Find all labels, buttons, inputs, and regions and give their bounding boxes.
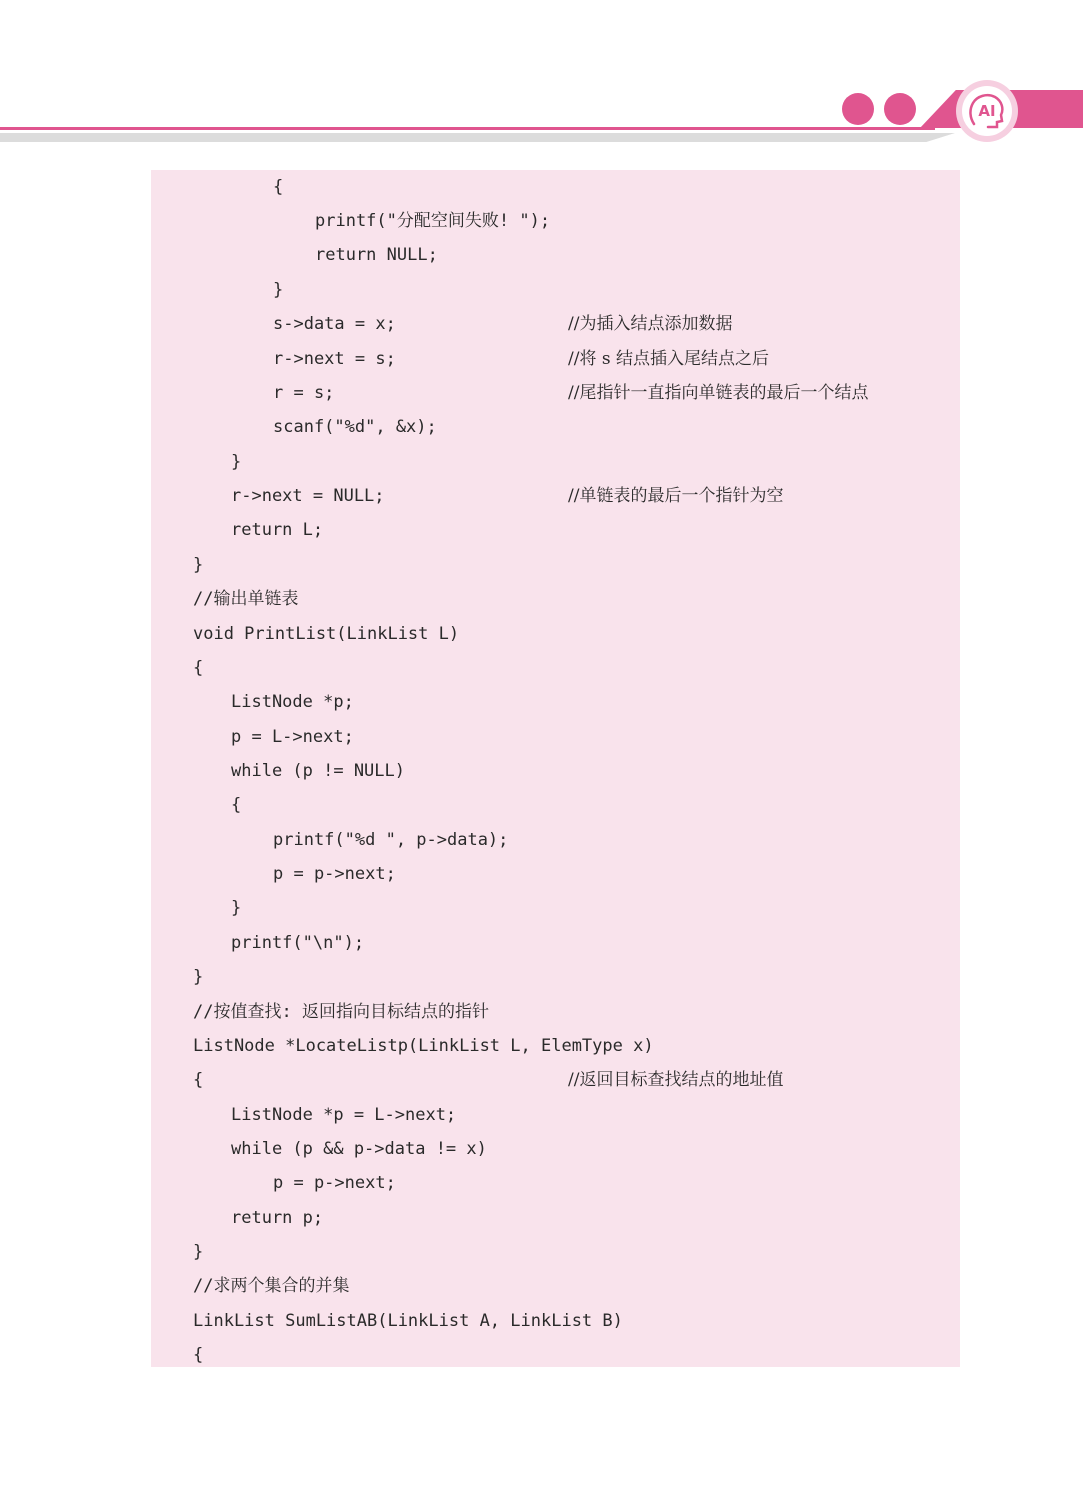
code-line: while (p != NULL) [231, 761, 405, 781]
code-line: printf("%d ", p->data); [273, 830, 509, 850]
code-line: void PrintList(LinkList L) [193, 624, 460, 644]
code-block [151, 170, 960, 1367]
code-line: printf("分配空间失败! "); [315, 211, 551, 231]
code-line: { [273, 177, 284, 197]
ai-badge-label: AI [978, 102, 996, 120]
code-line: { [193, 1070, 204, 1090]
code-line: ListNode *p; [231, 692, 354, 712]
code-line: } [193, 555, 204, 575]
code-line: } [231, 452, 242, 472]
code-line: s->data = x; [273, 314, 396, 334]
code-line: { [231, 795, 242, 815]
code-line: return NULL; [315, 245, 438, 265]
ai-head-icon [956, 80, 1018, 142]
code-comment: //为插入结点添加数据 [568, 314, 733, 334]
code-line: LinkList SumListAB(LinkList A, LinkList B) [193, 1311, 623, 1331]
code-line: printf("\n"); [231, 933, 365, 953]
code-comment: //单链表的最后一个指针为空 [568, 486, 784, 506]
decor-dot [842, 93, 874, 125]
code-comment: //将 s 结点插入尾结点之后 [568, 349, 769, 369]
code-line: } [193, 1242, 204, 1262]
decor-dot [884, 93, 916, 125]
code-line: p = L->next; [231, 727, 354, 747]
code-line: ListNode *p = L->next; [231, 1105, 457, 1125]
code-line: return p; [231, 1208, 324, 1228]
code-line: r->next = NULL; [231, 486, 385, 506]
code-line: while (p && p->data != x) [231, 1139, 487, 1159]
code-line: { [193, 1345, 204, 1365]
code-line: p = p->next; [273, 864, 396, 884]
code-comment: //尾指针一直指向单链表的最后一个结点 [568, 383, 869, 403]
code-comment: //返回目标查找结点的地址值 [568, 1070, 784, 1090]
header-rule [0, 127, 935, 130]
code-line: } [193, 967, 204, 987]
code-line: } [273, 280, 284, 300]
code-line: } [231, 898, 242, 918]
code-line: { [193, 658, 204, 678]
code-line: //输出单链表 [193, 589, 299, 609]
code-line: //按值查找: 返回指向目标结点的指针 [193, 1002, 489, 1022]
code-line: scanf("%d", &x); [273, 417, 437, 437]
code-line: //求两个集合的并集 [193, 1276, 350, 1296]
code-line: ListNode *LocateListp(LinkList L, ElemType x) [193, 1036, 654, 1056]
code-line: return L; [231, 520, 324, 540]
header-shadow-rule [0, 133, 955, 142]
code-line: r->next = s; [273, 349, 396, 369]
code-line: r = s; [273, 383, 335, 403]
code-line: p = p->next; [273, 1173, 396, 1193]
